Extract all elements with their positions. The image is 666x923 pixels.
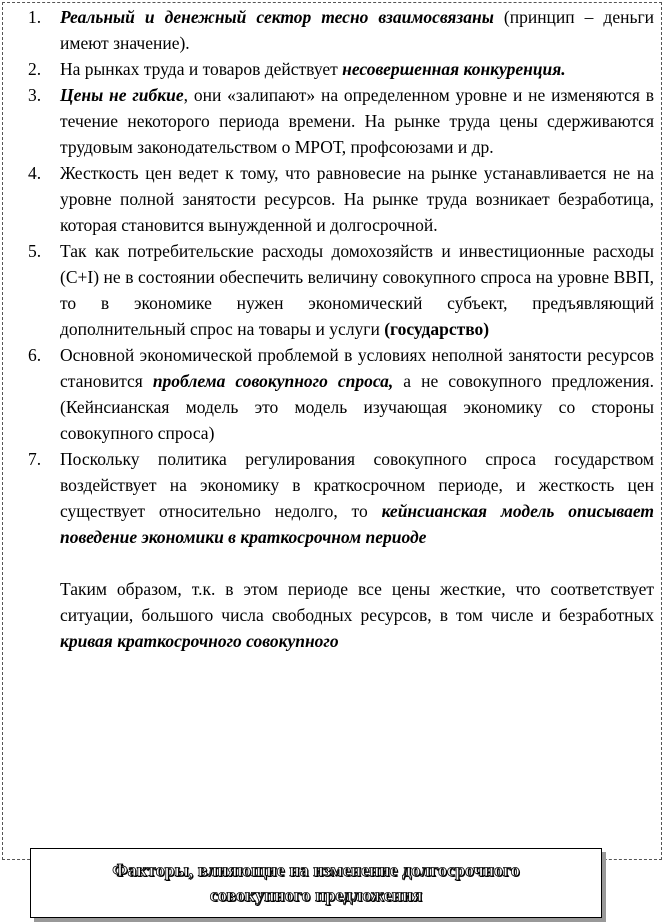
list-number: 1. <box>28 7 42 27</box>
emphasis-text: Реальный и денежный сектор тесно взаимосвязаны <box>60 7 494 27</box>
emphasis-text: несовершенная конкуренция. <box>342 59 566 79</box>
body-text: Так как потребительские расходы домохозяйств и инвестиционные расходы (С+I) не в состоянии обеспечить величину совокупного спроса на уровне ВВП, то в экономике нужен экономический субъект, предъявляющий дополнительный спрос на товары и услуги <box>60 241 654 339</box>
list-item-4 <box>28 160 654 238</box>
list-number: 5. <box>28 241 42 261</box>
list-number: 3. <box>28 85 42 105</box>
list-item-1 <box>28 4 654 56</box>
body-text: (принцип – деньги имеют значение). <box>60 7 654 53</box>
callout-box <box>30 848 602 918</box>
list-item-5 <box>28 238 654 342</box>
body-text: , они «залипают» на определенном уровне и не изменяются в течение некоторого периода времени. На рынке труда цены сдерживаются трудовым законодательством о МРОТ, профсоюзами и др. <box>60 85 654 157</box>
bold-text: (государство) <box>384 319 490 339</box>
emphasis-text: кейнсианская модель описывает поведение экономики в краткосрочном периоде <box>60 501 654 547</box>
body-text: На рынках труда и товаров действует <box>60 59 343 79</box>
numbered-list <box>28 4 654 550</box>
body-text: Жесткость цен ведет к тому, что равновесие на рынке устанавливается не на уровне полной занятости ресурсов. На рынке труда возникает безработица, которая становится вынужденной и долгосрочной. <box>60 163 654 235</box>
emphasis-text: кривая краткосрочного совокупного <box>60 631 339 651</box>
body-text: Поскольку политика регулирования совокупного спроса государством воздействует на экономику в краткосрочном периоде, и жесткость цен существует относительно недолго, то <box>60 449 654 521</box>
document-body <box>28 4 654 672</box>
list-number: 4. <box>28 163 42 183</box>
body-text: Таким образом, т.к. в этом периоде все цены жесткие, что соответствует ситуации, большого числа свободных ресурсов, в том числе и безработных <box>60 579 654 625</box>
body-text: Основной экономической проблемой в условиях неполной занятости ресурсов становится <box>60 345 654 391</box>
list-number: 6. <box>28 345 42 365</box>
list-item-6 <box>28 342 654 446</box>
list-number: 7. <box>28 449 42 469</box>
emphasis-text: Цены не гибкие <box>60 85 184 105</box>
callout-title: Факторы, влияющие на изменение долгосрочного совокупного предложения <box>112 860 520 905</box>
list-item-3 <box>28 82 654 160</box>
list-number: 2. <box>28 59 42 79</box>
emphasis-text: проблема совокупного спроса, <box>152 371 394 391</box>
conclusion-paragraph <box>28 576 654 654</box>
list-item-2 <box>28 56 654 82</box>
list-item-7 <box>28 446 654 550</box>
body-text: а не совокупного предложения. (Кейнсианская модель это модель изучающая экономику со стороны совокупного спроса) <box>60 371 654 443</box>
